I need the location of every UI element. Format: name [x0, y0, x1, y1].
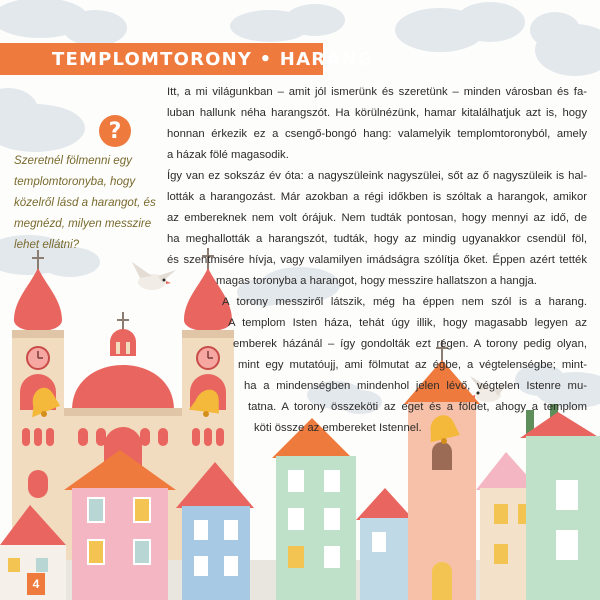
page-number: 4 — [27, 573, 45, 595]
body-line: A torony messziről látszik, még ha éppen nem szól is a harang. — [222, 296, 587, 308]
question-mark-icon: ? — [99, 115, 131, 147]
body-line: luban hallunk néha harangszót. Ha körülnézünk, hamar kitalálhatjuk azt is, hogy — [167, 107, 587, 119]
body-line: emberek házánál – így gondolták ezt régen. A torony pedig olyan, — [233, 338, 587, 350]
body-line: és szentmisére hívja, vagy valamilyen imádságra szólítja őket. Éppen azért tették — [167, 254, 587, 266]
body-line: magas toronyba a harangot, hogy messzire hallatszon a hangja. — [216, 275, 537, 287]
body-line: honnan érkezik ez a csengő-bongó hang: valamelyik templomtoronyból, amely — [167, 128, 587, 140]
body-line: ha meghallották a harangszót, tudták, hogy az mindig ugyanakkor csendül föl, — [167, 233, 587, 245]
church-tower — [404, 340, 480, 600]
body-line: A templom Isten háza, tehát úgy illik, hogy magasabb legyen az — [228, 317, 587, 329]
body-line: tatna. A torony összeköti az eget és a földet, ahogy a templom — [248, 401, 587, 413]
body-line: köti össze az embereket Istennel. — [254, 422, 422, 434]
body-line: mint egy mutatóujj, ami fölmutat az égbe, a végtelenségbe; mint- — [238, 359, 587, 371]
body-line: a házak fölé magasodik. — [167, 149, 289, 161]
house — [520, 404, 600, 600]
bird-icon — [132, 262, 176, 290]
body-line: lották a harangozást. Már azokban a régi időkben is szóltak a harangok, amikor — [167, 191, 587, 203]
body-line: ha a mindenségben mindenhol jelen lévő, végtelen Istenre mu- — [244, 380, 587, 392]
house — [356, 488, 414, 600]
body-line: az embereknek nem volt órájuk. Nem tudták pontosan, hogy mennyi az idő, de — [167, 212, 587, 224]
house — [272, 418, 356, 600]
body-line: Itt, a mi világunkban – amit jól ismerünk és szeretünk – minden városban és fa- — [167, 86, 587, 98]
side-question-text: Szeretnél fölmenni egy templomtoronyba, hogy közelről lásd a harangot, és megnézd, milyen messzire lehet ellátni? — [14, 154, 156, 251]
section-banner — [0, 43, 374, 75]
page-title: TEMPLOMTORONY • HARANG — [52, 48, 374, 70]
body-line: Így van ez sokszáz év óta: a nagyszüleink nagyszülei, sőt az ő nagyszüleik is hal- — [167, 170, 587, 182]
